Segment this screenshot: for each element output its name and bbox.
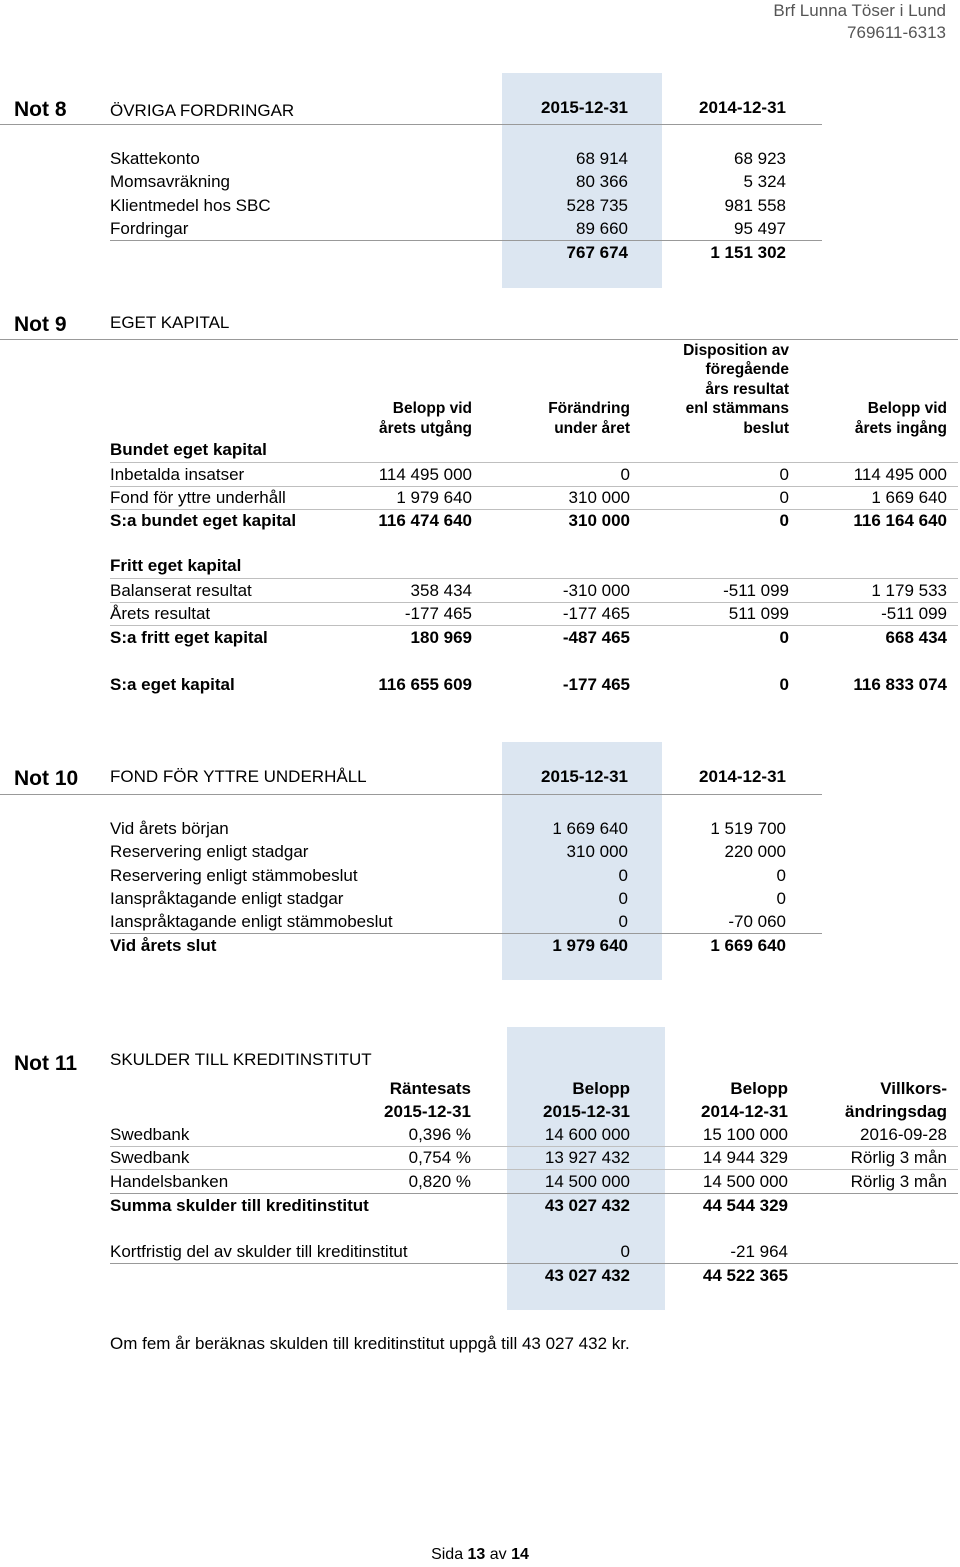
- note10-title: FOND FÖR YTTRE UNDERHÅLL: [110, 767, 367, 786]
- column-header: [608, 1078, 788, 1123]
- column-header-line: Förändring: [548, 400, 630, 417]
- column-header: [312, 399, 472, 438]
- note11-net-row: [0, 1265, 960, 1287]
- row-value-2014: 95 497: [734, 218, 786, 238]
- column-header: [787, 399, 947, 438]
- row-value: 180 969: [410, 628, 472, 647]
- divider: [110, 462, 958, 463]
- row-value-2014: 5 324: [743, 172, 786, 192]
- note8-row: [0, 148, 960, 170]
- note8-col2-header: 2014-12-31: [699, 98, 786, 117]
- row-value: 114 495 000: [378, 465, 472, 484]
- footer-mid: av: [485, 1546, 512, 1563]
- row-value: 13 927 432: [544, 1148, 630, 1168]
- row-label: Handelsbanken: [110, 1171, 229, 1191]
- note11-net-2015: 43 027 432: [544, 1266, 630, 1285]
- row-label: S:a bundet eget kapital: [110, 511, 297, 530]
- footer-prefix: Sida: [431, 1546, 468, 1563]
- row-value: Rörlig 3 mån: [850, 1171, 947, 1191]
- row-value: 114 495 000: [853, 465, 947, 484]
- note9-row: [0, 627, 960, 649]
- note9-row: [0, 487, 960, 509]
- note11-row: [0, 1124, 960, 1146]
- row-value: 668 434: [885, 628, 947, 647]
- row-value-2014: 981 558: [724, 195, 786, 215]
- divider: [110, 578, 958, 579]
- row-value: 2016-09-28: [860, 1125, 947, 1144]
- note11-title: SKULDER TILL KREDITINSTITUT: [110, 1050, 372, 1069]
- note8-total-2015: 767 674: [566, 243, 628, 262]
- column-header-line: Belopp: [572, 1079, 630, 1098]
- note8-row: [0, 171, 960, 193]
- note11-short-2015: 0: [620, 1242, 630, 1261]
- column-header: [767, 1078, 947, 1123]
- row-value-2015: 80 366: [576, 172, 628, 192]
- row-value: -511 099: [723, 581, 789, 600]
- column-header-line: föregående: [705, 361, 789, 378]
- row-value: 0: [779, 675, 789, 694]
- org-name: Brf Lunna Töser i Lund: [773, 1, 946, 20]
- row-value-2014: 68 923: [734, 149, 786, 168]
- divider: [0, 339, 958, 340]
- row-label: Ianspråktagande enligt stadgar: [110, 888, 344, 908]
- row-value: 116 474 640: [378, 511, 472, 530]
- note9-row: [0, 580, 960, 602]
- row-value: 0: [779, 511, 789, 530]
- row-value-2015: 0: [618, 865, 628, 885]
- column-header-line: 2015-12-31: [384, 1101, 471, 1121]
- row-value: -310 000: [562, 581, 630, 600]
- row-value: -511 099: [881, 604, 947, 624]
- row-label: Årets resultat: [110, 604, 211, 624]
- row-label: Momsavräkning: [110, 172, 230, 192]
- column-header-line: årets utgång: [378, 419, 472, 437]
- note9-fritt-heading: Fritt eget kapital: [110, 556, 242, 575]
- column-header-line: Belopp vid: [392, 400, 472, 417]
- footer-total: 14: [511, 1546, 529, 1563]
- row-value: 1 179 533: [871, 581, 947, 600]
- row-label: Inbetalda insatser: [110, 465, 245, 484]
- note11-sum-2014: 44 544 329: [702, 1196, 788, 1215]
- column-header-line: enl stämmans: [685, 400, 789, 417]
- row-label: Balanserat resultat: [110, 581, 252, 600]
- note10-number: Not 10: [14, 767, 79, 790]
- note11-short-row: [0, 1241, 960, 1263]
- row-label: Swedbank: [110, 1125, 190, 1144]
- row-value: -177 465: [562, 675, 630, 694]
- note11-short-2014: -21 964: [730, 1242, 788, 1261]
- column-header-line: Belopp: [730, 1079, 788, 1098]
- column-header-line: Villkors-: [880, 1079, 947, 1098]
- page-header: [773, 0, 946, 44]
- note9-row: [0, 674, 960, 696]
- note9-title: EGET KAPITAL: [110, 313, 230, 332]
- row-label: Fordringar: [110, 218, 189, 238]
- divider: [110, 1193, 958, 1194]
- note8-row: [0, 195, 960, 217]
- note8-row: [0, 218, 960, 240]
- note8-total-2014: 1 151 302: [710, 243, 786, 262]
- column-header-line: Belopp vid: [867, 400, 947, 417]
- row-value: 310 000: [568, 488, 630, 508]
- row-value-2015: 310 000: [566, 842, 628, 862]
- row-value: -177 465: [404, 604, 472, 624]
- note10-row: [0, 818, 960, 840]
- row-value: Rörlig 3 mån: [850, 1148, 947, 1168]
- note8-total-row: [0, 242, 960, 264]
- row-value: 0: [620, 465, 630, 484]
- note10-row: [0, 841, 960, 863]
- row-label: Vid årets början: [110, 819, 229, 838]
- row-value: 14 600 000: [544, 1125, 630, 1144]
- column-header-line: under året: [554, 419, 630, 437]
- row-value: 15 100 000: [702, 1125, 788, 1144]
- note10-col1-header: 2015-12-31: [541, 767, 628, 786]
- row-value: 14 500 000: [544, 1171, 630, 1191]
- note9-row: [0, 603, 960, 625]
- column-header-line: 2015-12-31: [543, 1101, 630, 1121]
- column-header-line: Disposition av: [683, 341, 789, 359]
- row-value: 0: [779, 628, 789, 647]
- footer-page: 13: [467, 1546, 486, 1563]
- note11-row: [0, 1171, 960, 1193]
- row-value-2015: 0: [618, 912, 628, 932]
- row-label: Fond för yttre underhåll: [110, 488, 286, 508]
- row-value: 14 500 000: [702, 1171, 788, 1191]
- row-value: 116 833 074: [853, 675, 947, 694]
- row-value: -487 465: [562, 628, 630, 647]
- column-header-line: års resultat: [705, 380, 789, 398]
- page-footer: [0, 1546, 960, 1564]
- row-label: Ianspråktagande enligt stämmobeslut: [110, 912, 393, 932]
- note9-number: Not 9: [14, 313, 67, 336]
- row-value-2015: 528 735: [566, 195, 628, 215]
- row-value-2015: 0: [618, 888, 628, 908]
- note11-footnote: Om fem år beräknas skulden till kreditinstitut uppgå till 43 027 432 kr.: [110, 1334, 630, 1353]
- row-value: -177 465: [562, 604, 630, 624]
- column-header-line: ändringsdag: [844, 1101, 947, 1121]
- row-value: 116 655 609: [378, 675, 472, 694]
- column-header: [291, 1078, 471, 1123]
- row-value-2015: 68 914: [576, 149, 628, 168]
- row-value: 14 944 329: [702, 1148, 788, 1168]
- row-value: 0: [779, 488, 789, 508]
- row-value-2014: 220 000: [724, 842, 786, 862]
- org-number: 769611-6313: [847, 23, 946, 42]
- row-value: 1 669 640: [871, 488, 947, 508]
- row-label: S:a fritt eget kapital: [110, 628, 268, 647]
- note8-col1-header: 2015-12-31: [541, 98, 628, 117]
- note10-row: [0, 911, 960, 933]
- row-value-2015: 89 660: [576, 218, 628, 238]
- note9-row: [0, 464, 960, 486]
- note10-total-row: [0, 935, 960, 957]
- row-value-2014: 1 519 700: [710, 819, 786, 838]
- divider: [110, 240, 822, 241]
- note10-total-label: Vid årets slut: [110, 936, 217, 955]
- note10-total-2015: 1 979 640: [552, 936, 628, 955]
- column-header-line: 2014-12-31: [701, 1101, 788, 1121]
- row-value: 358 434: [410, 581, 472, 600]
- row-value-2014: 0: [776, 888, 786, 908]
- row-value: 0,396 %: [408, 1125, 471, 1144]
- note8-title: ÖVRIGA FORDRINGAR: [110, 101, 295, 120]
- row-value: 116 164 640: [853, 511, 947, 530]
- note11-net-2014: 44 522 365: [702, 1266, 788, 1285]
- row-value: 0: [779, 465, 789, 484]
- row-value-2015: 1 669 640: [552, 819, 628, 838]
- note11-sum-2015: 43 027 432: [544, 1196, 630, 1215]
- divider: [110, 933, 822, 934]
- row-value: 0,820 %: [408, 1171, 471, 1191]
- row-value-2014: 0: [776, 865, 786, 885]
- column-header-line: beslut: [743, 419, 789, 437]
- row-value: 0,754 %: [408, 1148, 471, 1168]
- note8-number: Not 8: [14, 98, 67, 121]
- note11-sum-row: [0, 1195, 960, 1217]
- row-label: Reservering enligt stadgar: [110, 842, 309, 862]
- note10-row: [0, 888, 960, 910]
- note10-row: [0, 865, 960, 887]
- column-header-line: Räntesats: [389, 1079, 471, 1098]
- row-label: Klientmedel hos SBC: [110, 195, 271, 215]
- note11-sum-label: Summa skulder till kreditinstitut: [110, 1196, 369, 1215]
- note10-col2-header: 2014-12-31: [699, 767, 786, 786]
- note10-total-2014: 1 669 640: [710, 936, 786, 955]
- divider: [110, 1263, 958, 1264]
- row-value: 310 000: [568, 511, 630, 530]
- row-label: S:a eget kapital: [110, 675, 235, 694]
- row-label: Swedbank: [110, 1148, 190, 1168]
- column-header: [450, 1078, 630, 1123]
- note11-short-label: Kortfristig del av skulder till kreditinstitut: [110, 1242, 408, 1261]
- row-value: 511 099: [728, 604, 789, 624]
- column-header-line: årets ingång: [854, 419, 947, 437]
- divider: [0, 124, 822, 125]
- row-label: Skattekonto: [110, 149, 200, 168]
- column-header: [470, 399, 630, 438]
- note9-row: [0, 510, 960, 532]
- row-label: Reservering enligt stämmobeslut: [110, 865, 358, 885]
- note9-bundet-heading: Bundet eget kapital: [110, 440, 267, 459]
- note11-number: Not 11: [14, 1052, 78, 1075]
- row-value: 1 979 640: [396, 488, 472, 508]
- row-value-2014: -70 060: [728, 912, 786, 932]
- note11-row: [0, 1147, 960, 1169]
- column-header: [629, 341, 789, 439]
- divider: [0, 794, 822, 795]
